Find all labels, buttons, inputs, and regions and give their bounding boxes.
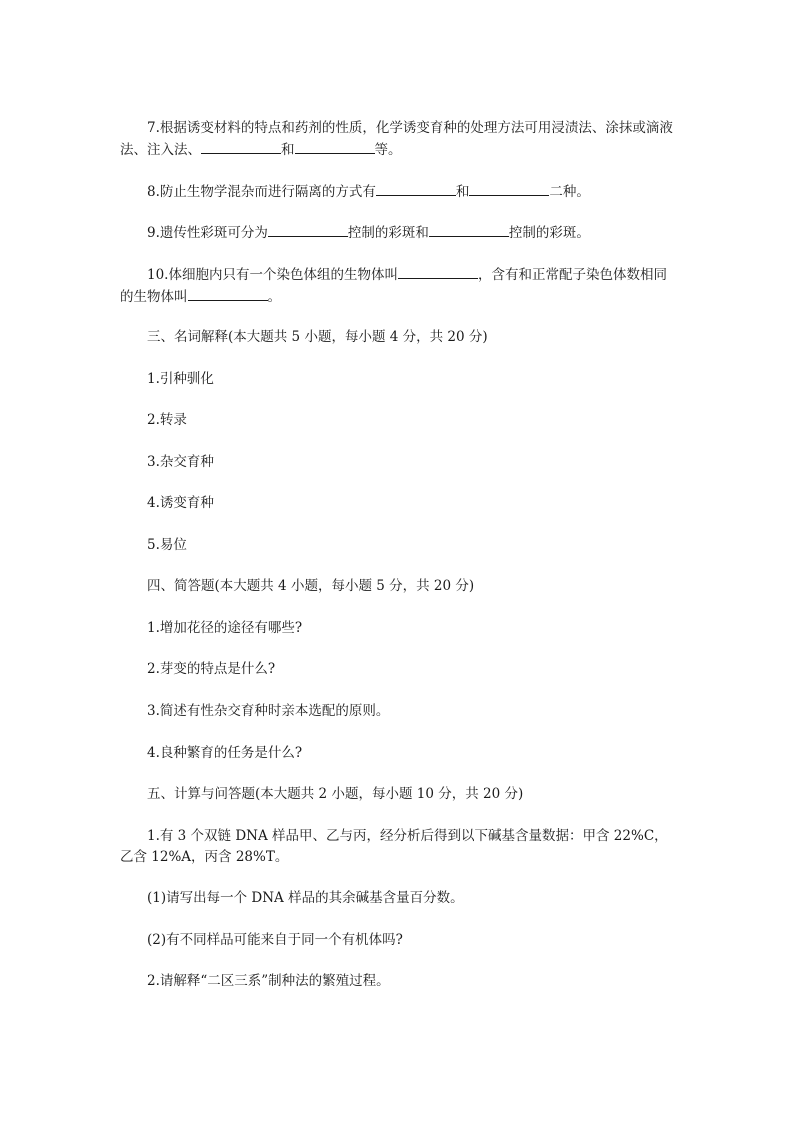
answer-blank[interactable] [268, 222, 348, 237]
short-answer-item: 1.增加花径的途径有哪些? [147, 620, 303, 636]
answer-blank[interactable] [188, 286, 268, 301]
calc-question-1: 1.有 3 个双链 DNA 样品甲、乙与丙，经分析后得到以下碱基含量数据：甲含 22%C，乙含 12%A，丙含 28%T。 [120, 828, 668, 865]
section-3-heading: 三、名词解释(本大题共 5 小题，每小题 4 分，共 20 分) [147, 329, 488, 345]
short-answer-item: 3.简述有性杂交育种时亲本选配的原则。 [147, 703, 390, 719]
term-item: 1.引种驯化 [147, 371, 214, 387]
term-item: 4.诱变育种 [147, 495, 214, 511]
question-9: 9.遗传性彩斑可分为 控制的彩斑和 控制的彩斑。 [120, 222, 676, 244]
short-answer-item: 2.芽变的特点是什么? [147, 661, 276, 677]
answer-blank[interactable] [295, 139, 375, 154]
answer-blank[interactable] [429, 222, 509, 237]
answer-blank[interactable] [398, 264, 478, 279]
term-item: 3.杂交育种 [147, 454, 214, 470]
short-answer-item: 4.良种繁育的任务是什么? [147, 745, 303, 761]
question-8: 8.防止生物学混杂而进行隔离的方式有 和 二种。 [120, 181, 676, 203]
answer-blank[interactable] [201, 139, 281, 154]
section-5-heading: 五、计算与问答题(本大题共 2 小题，每小题 10 分，共 20 分) [147, 786, 524, 802]
section-4-heading: 四、简答题(本大题共 4 小题，每小题 5 分，共 20 分) [147, 578, 475, 594]
answer-blank[interactable] [469, 181, 549, 196]
question-10: 10.体细胞内只有一个染色体组的生物体叫 ，含有和正常配子染色体数相同的生物体叫 。 [120, 264, 676, 308]
calc-question-1-part-1: (1)请写出每一个 DNA 样品的其余碱基含量百分数。 [147, 890, 464, 906]
calc-question-2: 2.请解释“二区三系”制种法的繁殖过程。 [147, 973, 390, 989]
calc-question-1-part-2: (2)有不同样品可能来自于同一个有机体吗? [147, 932, 403, 948]
term-item: 2.转录 [147, 412, 187, 428]
question-7: 7.根据诱变材料的特点和药剂的性质，化学诱变育种的处理方法可用浸渍法、涂抹或滴液法、注入法、 和 等。 [120, 120, 673, 158]
answer-blank[interactable] [376, 181, 456, 196]
term-item: 5.易位 [147, 537, 187, 553]
